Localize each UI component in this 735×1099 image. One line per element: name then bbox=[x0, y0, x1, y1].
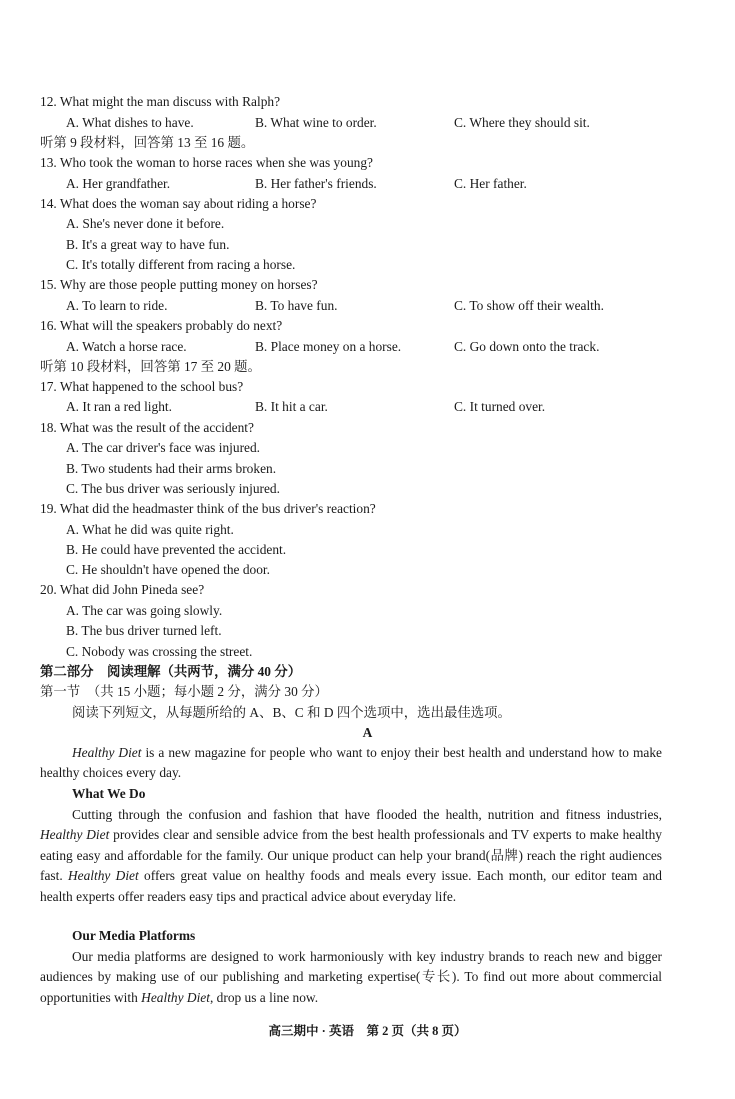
question-17: 17. What happened to the school bus? bbox=[40, 379, 244, 394]
option-12a: A. What dishes to have. bbox=[66, 115, 194, 130]
listen-instruction-10: 听第 10 段材料，回答第 17 至 20 题。 bbox=[40, 359, 261, 374]
listen-instruction-9: 听第 9 段材料，回答第 13 至 16 题。 bbox=[40, 135, 255, 150]
option-14b: B. It's a great way to have fun. bbox=[66, 237, 230, 252]
option-13b: B. Her father's friends. bbox=[255, 176, 377, 191]
question-16: 16. What will the speakers probably do next? bbox=[40, 318, 283, 333]
option-19a: A. What he did was quite right. bbox=[66, 522, 234, 537]
option-14a: A. She's never done it before. bbox=[66, 216, 225, 231]
option-16b: B. Place money on a horse. bbox=[255, 339, 402, 354]
heading-media-platforms: Our Media Platforms bbox=[72, 928, 196, 943]
question-14: 14. What does the woman say about riding a horse? bbox=[40, 196, 317, 211]
passage-intro: Healthy Diet is a new magazine for people who want to enjoy their best health and understand how to make healthy choices every day. bbox=[40, 745, 662, 781]
option-18b: B. Two students had their arms broken. bbox=[66, 461, 277, 476]
part2-title: 第二部分 阅读理解（共两节，满分 40 分） bbox=[40, 664, 302, 679]
question-15: 15. Why are those people putting money on horses? bbox=[40, 277, 318, 292]
option-18a: A. The car driver's face was injured. bbox=[66, 440, 261, 455]
option-12c: C. Where they should sit. bbox=[454, 115, 590, 130]
passage-what-we-do: Cutting through the confusion and fashion that have flooded the health, nutrition and fitness industries, Healthy Diet provides clear and sensible advice from the best health professionals and TV experts to make healthy eating easy and affordable for the family. Our unique product can help your brand(品牌) reach the right audiences fast. Healthy Diet offers great value on healthy foods and meals every issue. Each month, our editor team and health experts offer readers easy tips and practical advice about everyday life. bbox=[40, 807, 663, 904]
passage-media-platforms: Our media platforms are designed to work harmoniously with key industry brands to reach new and bigger audiences by making use of our publishing and marketing expertise(专长). To find out more about commercial opportunities with Healthy Diet, drop us a line now. bbox=[40, 949, 662, 1005]
option-18c: C. The bus driver was seriously injured. bbox=[66, 481, 280, 496]
passage-label: A bbox=[362, 725, 373, 740]
option-19c: C. He shouldn't have opened the door. bbox=[66, 562, 270, 577]
option-12b: B. What wine to order. bbox=[255, 115, 377, 130]
option-20c: C. Nobody was crossing the street. bbox=[66, 644, 253, 659]
option-13a: A. Her grandfather. bbox=[66, 176, 171, 191]
option-19b: B. He could have prevented the accident. bbox=[66, 542, 287, 557]
option-16a: A. Watch a horse race. bbox=[66, 339, 187, 354]
option-20b: B. The bus driver turned left. bbox=[66, 623, 222, 638]
option-17c: C. It turned over. bbox=[454, 399, 546, 414]
option-15b: B. To have fun. bbox=[255, 298, 338, 313]
page-footer: 高三期中 · 英语 第 2 页（共 8 页） bbox=[268, 1024, 467, 1038]
option-13c: C. Her father. bbox=[454, 176, 527, 191]
section1-title: 第一节 （共 15 小题；每小题 2 分，满分 30 分） bbox=[40, 684, 328, 699]
option-16c: C. Go down onto the track. bbox=[454, 339, 600, 354]
magazine-name: Healthy Diet bbox=[40, 827, 110, 843]
question-20: 20. What did John Pineda see? bbox=[40, 582, 205, 597]
heading-what-we-do: What We Do bbox=[72, 786, 146, 801]
magazine-name: Healthy Diet bbox=[67, 868, 139, 884]
question-19: 19. What did the headmaster think of the bus driver's reaction? bbox=[40, 501, 376, 516]
option-17a: A. It ran a red light. bbox=[66, 399, 172, 414]
option-17b: B. It hit a car. bbox=[255, 399, 328, 414]
magazine-name: Healthy Diet bbox=[141, 989, 210, 1005]
option-15c: C. To show off their wealth. bbox=[454, 298, 604, 313]
reading-instruction: 阅读下列短文，从每题所给的 A、B、C 和 D 四个选项中，选出最佳选项。 bbox=[72, 705, 511, 720]
option-15a: A. To learn to ride. bbox=[66, 298, 168, 313]
question-12: 12. What might the man discuss with Ralph? bbox=[40, 94, 281, 109]
option-14c: C. It's totally different from racing a horse. bbox=[66, 257, 296, 272]
option-20a: A. The car was going slowly. bbox=[66, 603, 223, 618]
question-18: 18. What was the result of the accident? bbox=[40, 420, 254, 435]
question-13: 13. Who took the woman to horse races when she was young? bbox=[40, 155, 373, 170]
magazine-name: Healthy Diet bbox=[72, 745, 142, 760]
